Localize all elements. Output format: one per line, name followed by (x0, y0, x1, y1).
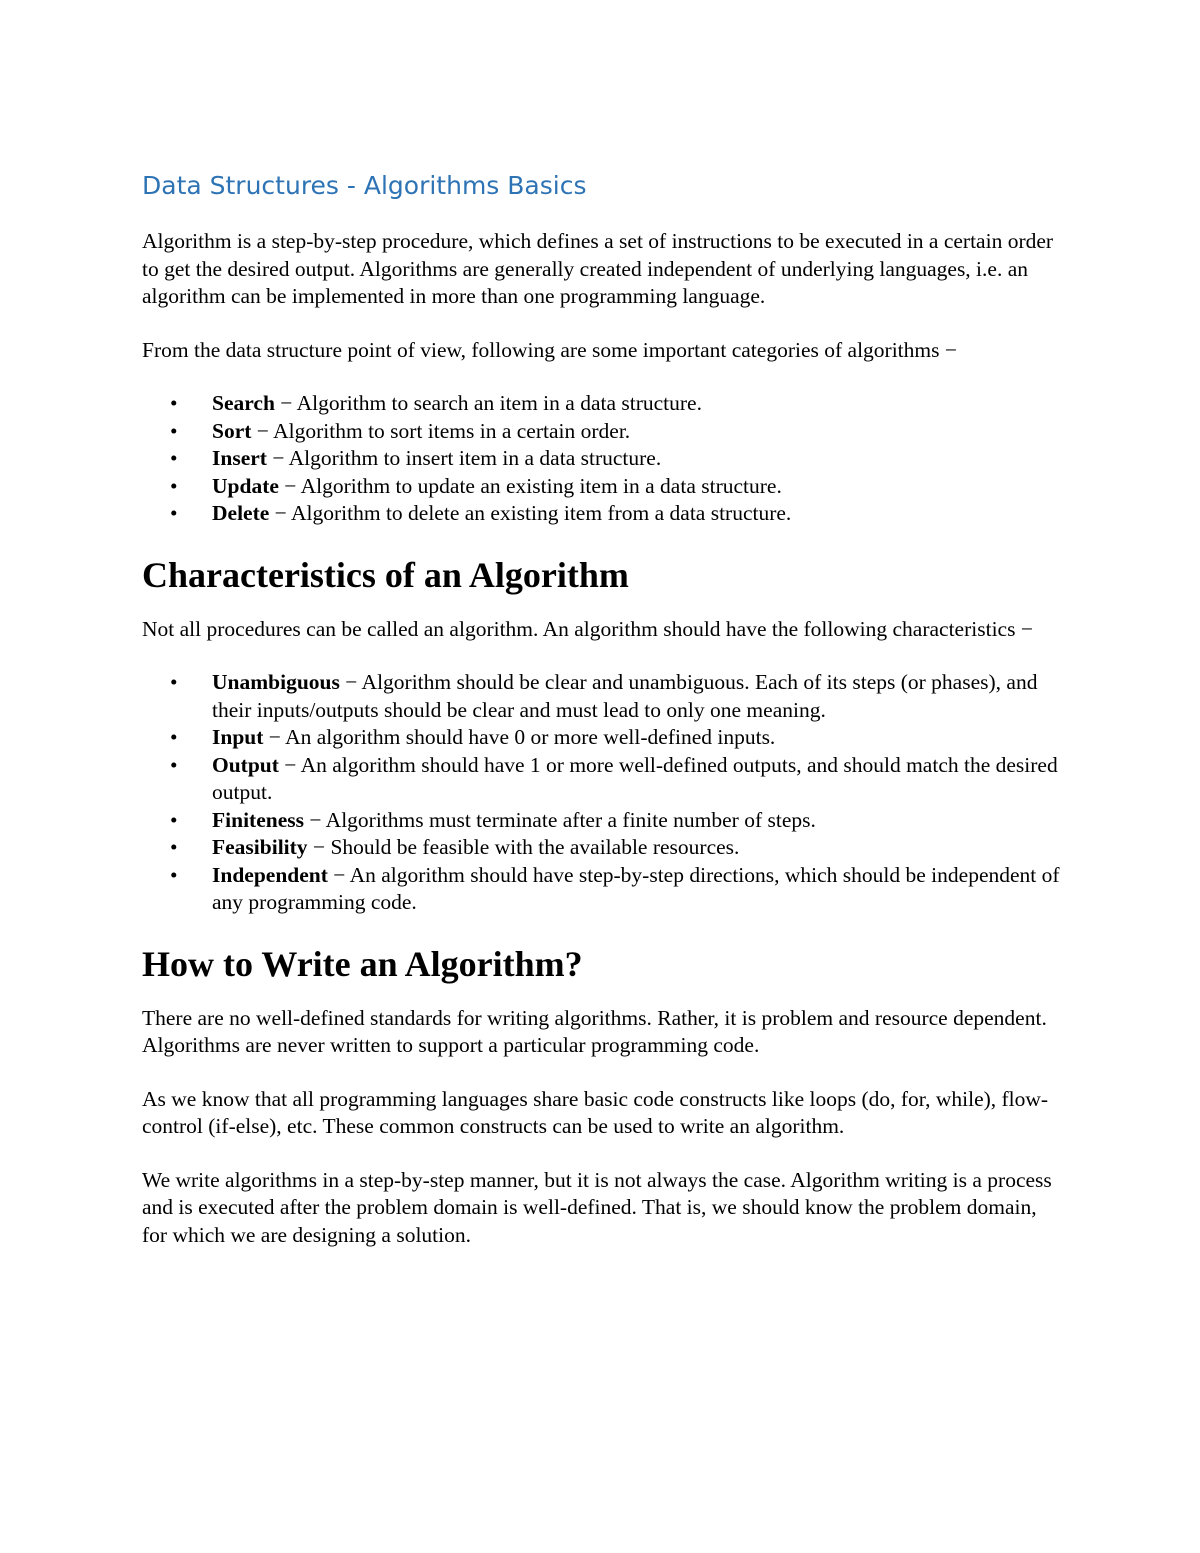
list-item-term: Sort (212, 418, 252, 443)
bullet-icon: • (170, 807, 178, 832)
list-item (142, 807, 1062, 835)
list-item-text: − Algorithm to search an item in a data structure. (274, 391, 702, 415)
list-item (142, 473, 1062, 501)
list-item-term: Input (212, 725, 264, 749)
list-item (142, 834, 1062, 862)
list-item-text: − Algorithm to sort items in a certain order. (251, 418, 631, 443)
intro-paragraph: Algorithm is a step-by-step procedure, which defines a set of instructions to be executed in a certain order to get the desired output. Algorithms are generally created independent of underlying languages, i.e. an algorithm can be implemented in more than one programming language. (142, 229, 1054, 308)
bullet-icon: • (170, 725, 178, 749)
list-item-term: Update (212, 473, 279, 498)
list-item (142, 724, 1062, 752)
bullet-icon: • (170, 446, 178, 470)
list-item-text: − An algorithm should have 0 or more well-defined inputs. (263, 725, 776, 749)
how-to-write-paragraph-3: We write algorithms in a step-by-step manner, but it is not always the case. Algorithm writing is a process and is executed after the problem domain is well-defined. That is, we should know the problem domain, for which we are designing a solution. (142, 1167, 1052, 1247)
categories-list (142, 390, 1062, 528)
bullet-icon: • (170, 670, 178, 694)
list-item-term: Independent (212, 862, 328, 887)
list-item-term: Delete (212, 501, 270, 525)
bullet-icon: • (170, 473, 178, 498)
how-to-write-heading: How to Write an Algorithm? (142, 943, 583, 984)
list-item (142, 445, 1062, 473)
bullet-icon: • (170, 862, 178, 887)
list-item-term: Insert (212, 446, 267, 470)
list-item-term: Unambiguous (212, 670, 340, 694)
list-item-text: − An algorithm should have 1 or more well-defined outputs, and should match the desired output. (212, 752, 1058, 804)
list-item (142, 669, 1062, 724)
bullet-icon: • (170, 835, 178, 859)
list-item-text: − Algorithm should be clear and unambiguous. Each of its steps (or phases), and their inputs/outputs should be clear and must lead to only one meaning. (212, 670, 1038, 722)
document-content (142, 168, 1062, 1275)
list-item-term: Search (212, 391, 275, 415)
how-to-write-paragraph-2: As we know that all programming languages share basic code constructs like loops (do, for, while), flow-control (if-else), etc. These common constructs can be used to write an algorithm. (142, 1086, 1049, 1138)
bullet-icon: • (170, 391, 178, 415)
list-item-text: − Algorithm to delete an existing item from a data structure. (269, 501, 792, 525)
list-item-text: − Should be feasible with the available resources. (307, 835, 740, 859)
categories-lead: From the data structure point of view, following are some important categories of algorithms − (142, 337, 957, 362)
list-item-text: − Algorithms must terminate after a finite number of steps. (303, 807, 816, 832)
characteristics-lead: Not all procedures can be called an algorithm. An algorithm should have the following characteristics − (142, 616, 1033, 641)
list-item-term: Feasibility (212, 835, 308, 859)
bullet-icon: • (170, 418, 178, 443)
list-item-term: Output (212, 752, 279, 777)
document-title: Data Structures - Algorithms Basics (142, 171, 587, 200)
list-item-text: − Algorithm to insert item in a data structure. (266, 446, 662, 470)
list-item (142, 390, 1062, 418)
list-item-text: − Algorithm to update an existing item in a data structure. (278, 473, 782, 498)
list-item (142, 862, 1062, 917)
characteristics-list (142, 669, 1062, 917)
list-item-term: Finiteness (212, 807, 304, 832)
characteristics-heading: Characteristics of an Algorithm (142, 554, 629, 595)
bullet-icon: • (170, 501, 178, 525)
how-to-write-paragraph-1: There are no well-defined standards for writing algorithms. Rather, it is problem and resource dependent. Algorithms are never written to support a particular programming code. (142, 1005, 1047, 1057)
list-item (142, 752, 1062, 807)
bullet-icon: • (170, 752, 178, 777)
list-item (142, 418, 1062, 446)
list-item (142, 500, 1062, 528)
list-item-text: − An algorithm should have step-by-step directions, which should be independent of any programming code. (212, 862, 1060, 914)
